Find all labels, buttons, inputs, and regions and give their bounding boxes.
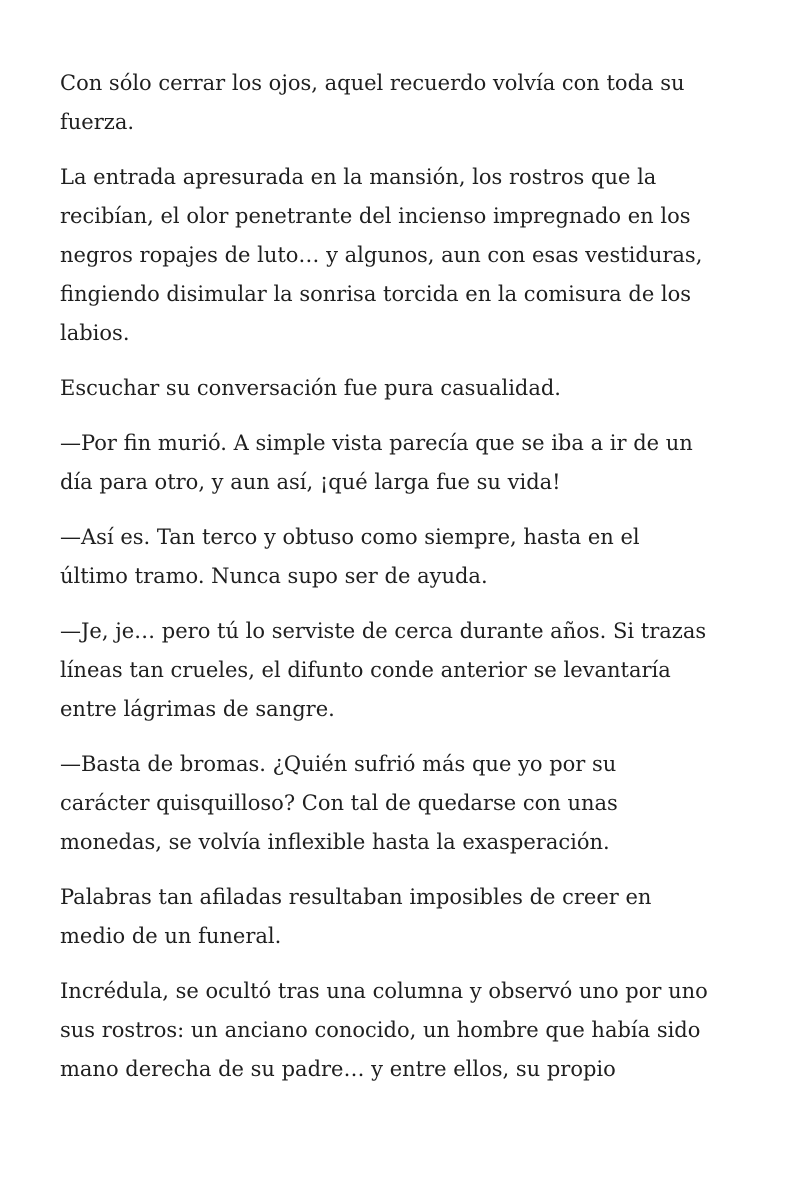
text-line: —Así es. Tan terco y obtuso como siempre, hasta en el [60,525,640,549]
paragraph [60,369,750,408]
paragraph [60,972,750,1089]
text-line: Con sólo cerrar los ojos, aquel recuerdo volvía con toda su [60,71,685,95]
text-line: fingiendo disimular la sonrisa torcida en la comisura de los [60,282,692,306]
dialogue-paragraph [60,424,750,502]
text-line: mano derecha de su padre… y entre ellos, su propio [60,1057,616,1081]
text-line: —Por fin murió. A simple vista parecía que se iba a ir de un [60,431,693,455]
text-line: carácter quisquilloso? Con tal de quedarse con unas [60,791,618,815]
text-line: —Je, je… pero tú lo serviste de cerca durante años. Si trazas [60,619,707,643]
text-line: monedas, se volvía inflexible hasta la exasperación. [60,830,610,854]
dialogue-paragraph [60,612,750,729]
text-line: fuerza. [60,110,135,134]
text-line: La entrada apresurada en la mansión, los rostros que la [60,165,657,189]
text-line: sus rostros: un anciano conocido, un hombre que había sido [60,1018,701,1042]
paragraph [60,158,750,353]
text-line: líneas tan crueles, el difunto conde anterior se levantaría [60,658,671,682]
text-line: último tramo. Nunca supo ser de ayuda. [60,564,488,588]
text-line: día para otro, y aun así, ¡qué larga fue su vida! [60,470,561,494]
dialogue-paragraph [60,518,750,596]
reading-page [60,64,750,1105]
text-line: —Basta de bromas. ¿Quién sufrió más que yo por su [60,752,617,776]
text-line: Palabras tan afiladas resultaban imposibles de creer en [60,885,652,909]
text-line: negros ropajes de luto… y algunos, aun con esas vestiduras, [60,243,703,267]
text-line: labios. [60,321,130,345]
paragraph [60,64,750,142]
text-line: Incrédula, se ocultó tras una columna y observó uno por uno [60,979,708,1003]
text-line: entre lágrimas de sangre. [60,697,335,721]
dialogue-paragraph [60,745,750,862]
text-line: medio de un funeral. [60,924,282,948]
paragraph [60,878,750,956]
text-line: Escuchar su conversación fue pura casualidad. [60,376,561,400]
text-line: recibían, el olor penetrante del incienso impregnado en los [60,204,691,228]
